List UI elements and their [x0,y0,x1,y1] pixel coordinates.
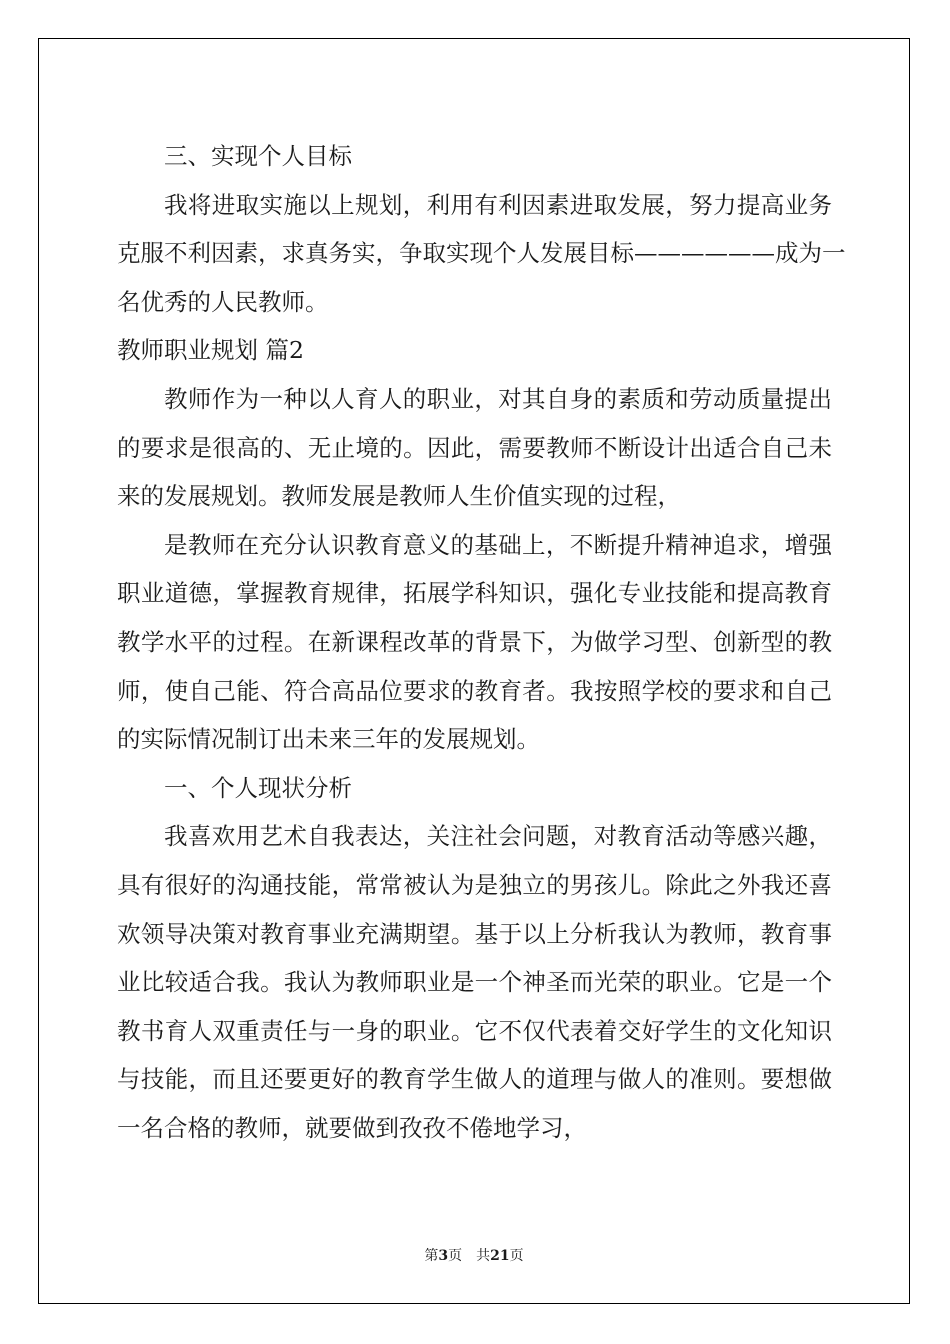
text-line: 教师职业规划 篇2 [117,336,304,365]
document-page [38,38,910,1304]
text-line: 业比较适合我。我认为教师职业是一个神圣而光荣的职业。它是一个 [117,968,832,997]
footer-total-number: 21 [490,1248,510,1264]
text-line: 是教师在充分认识教育意义的基础上，不断提升精神追求，增强 [164,530,832,559]
text-line: 教书育人双重责任与一身的职业。它不仅代表着交好学生的文化知识 [117,1016,832,1045]
text-line: 的要求是很高的、无止境的。因此，需要教师不断设计出适合自己未 [117,433,832,462]
text-line: 的实际情况制订出未来三年的发展规划。 [117,725,540,754]
footer-page-unit: 页 [448,1248,463,1264]
text-line: 名优秀的人民教师。 [117,287,329,316]
text-line: 我将进取实施以上规划，利用有利因素进取发展，努力提高业务 [164,190,832,219]
text-line: 我喜欢用艺术自我表达，关注社会问题，对教育活动等感兴趣， [164,822,832,851]
text-line: 来的发展规划。教师发展是教师人生价值实现的过程， [117,482,681,511]
page-footer [39,1245,909,1265]
footer-page-prefix: 第 [424,1248,439,1264]
text-line: 克服不利因素，求真务实，争取实现个人发展目标——————成为一 [117,239,846,268]
text-line: 与技能，而且还要更好的教育学生做人的道理与做人的准则。要想做 [117,1065,832,1094]
text-line: 教学水平的过程。在新课程改革的背景下，为做学习型、创新型的教 [117,627,832,656]
text-line: 一名合格的教师，就要做到孜孜不倦地学习， [117,1113,587,1142]
footer-total-unit: 页 [509,1248,524,1264]
document-body [117,132,846,1152]
text-line: 一、个人现状分析 [164,773,352,802]
text-line: 具有很好的沟通技能，常常被认为是独立的男孩儿。除此之外我还喜 [117,870,832,899]
text-line: 教师作为一种以人育人的职业，对其自身的素质和劳动质量提出 [164,384,832,413]
footer-total-prefix: 共 [476,1248,491,1264]
text-line: 欢领导决策对教育事业充满期望。基于以上分析我认为教师，教育事 [117,919,832,948]
text-line: 三、实现个人目标 [164,142,352,170]
text-line: 师，使自己能、符合高品位要求的教育者。我按照学校的要求和自己 [117,676,832,705]
text-line: 职业道德，掌握教育规律，拓展学科知识，强化专业技能和提高教育 [117,579,832,608]
footer-page-number: 3 [438,1248,449,1264]
